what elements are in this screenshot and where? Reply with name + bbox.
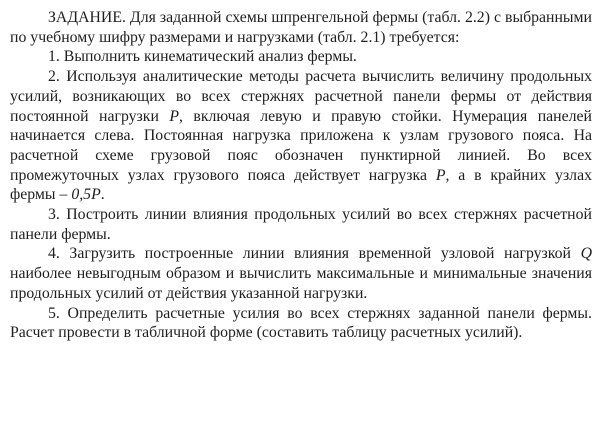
task-item-1: 1. Выполнить кинематический анализ фермы. [48,48,357,66]
task-item-4 [10,244,592,303]
task-item-4-text-2: наиболее невыгодным образом и вычислить максимальные и минимальные значения продольных усилий от действия указанной нагрузки. [10,265,592,302]
task-item-5: 5. Определить расчетные усилия во всех стержнях заданной панели фермы. Расчет провести в табличной форме (составить таблицу расчетных усилий). [10,304,592,342]
task-item-2 [10,67,592,205]
task-intro: ЗАДАНИЕ. Для заданной схемы шпренгельной фермы (табл. 2.2) с выбранными по учебному шифру размерами и нагрузками (табл. 2.1) требуется: [10,9,592,46]
load-variable-q: Q [580,245,592,263]
load-variable-half-p: 0,5P [71,186,101,204]
load-variable-p: P [435,166,446,184]
task-item-2-text-1: 2. Используя аналитические методы расчета вычислить величину продольных усилий, возникающих во всех стержнях расчетной панели фермы от действия постоянной нагрузки [10,68,592,125]
task-item-4-text-1: 4. Загрузить построенные линии влияния временной узловой нагрузкой [48,245,581,263]
task-item-2-text-4: . [100,186,105,204]
task-item-2-text-2: , включая левую и правую стойки. Нумерация панелей начинается слева. Постоянная нагрузка приложена к узлам грузового пояса. На расчетной схеме грузовой пояс обозначен пунктирной линией. Во всех промежуточных узлах грузового пояса действует нагрузка [10,107,592,184]
task-item-2-text-3: , а в крайних узлах фермы – [10,166,592,204]
task-item-3: 3. Построить линии влияния продольных усилий во всех стержнях расчетной панели фермы. [10,206,592,243]
load-variable-p: P [169,107,180,125]
